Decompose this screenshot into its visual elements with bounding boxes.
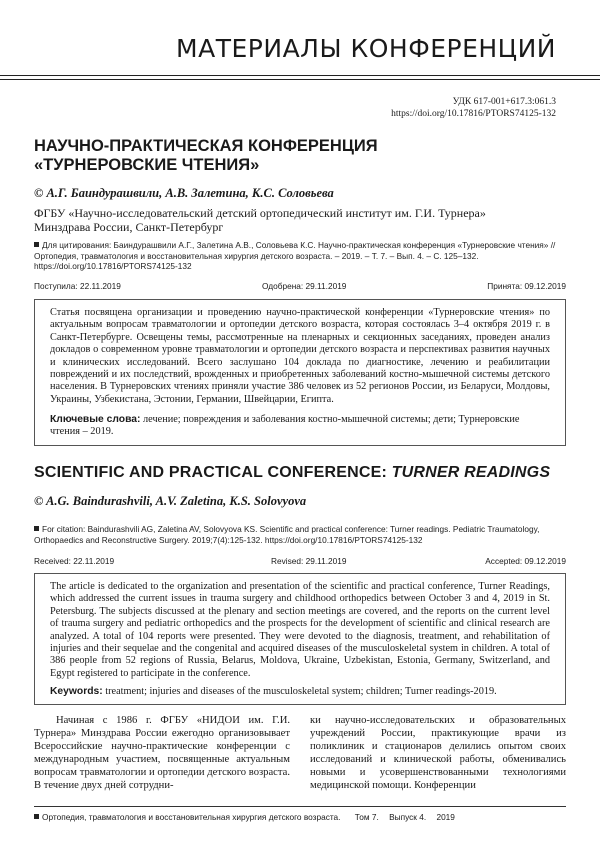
authors-ru: © А.Г. Баиндурашвили, А.В. Залетина, К.С. Соловьева <box>34 186 334 200</box>
title-en-plain: SCIENTIFIC AND PRACTICAL CONFERENCE: <box>34 464 392 481</box>
running-footer <box>34 812 455 822</box>
keywords-ru-text: лечение; повреждения и заболевания костно-мышечной системы; дети; Турнеровские чтения – 2019. <box>50 414 520 438</box>
citation-en-text: For citation: Baindurashvili AG, Zaletina AV, Solovyova KS. Scientific and practical conference: Turner readings. Pediatric Traumatology, Orthopaedics and Reconstructive Surgery. 2019;7(4):125-132. https://doi.org/10.17816/PTORS74125-132 <box>34 524 540 545</box>
keywords-en-label: Keywords: <box>50 686 103 697</box>
body-column-left <box>34 714 290 792</box>
body-column-right <box>310 714 566 792</box>
title-ru-line2: «ТУРНЕРОВСКИЕ ЧТЕНИЯ» <box>34 156 260 174</box>
title-ru-line1: НАУЧНО-ПРАКТИЧЕСКАЯ КОНФЕРЕНЦИЯ <box>34 137 378 155</box>
bullet-square-icon <box>34 526 39 531</box>
affiliation-line2: Минздрава России, Санкт-Петербург <box>34 220 224 234</box>
keywords-en-text: treatment; injuries and diseases of the musculoskeletal system; children; Turner readings-2019. <box>102 686 497 697</box>
accepted-ru: Принята: 09.12.2019 <box>487 281 566 291</box>
section-title: МАТЕРИАЛЫ КОНФЕРЕНЦИЙ <box>176 34 556 63</box>
body-paragraph-right: ки научно-исследовательских и образовательных учреждений России, практикующие врачи из поликлиник и стационаров делились опытом своих исследований и клинической работы, обменивались новыми и усовершенствованными технологиями медицинской помощи. Конференции <box>310 715 566 791</box>
bullet-square-icon <box>34 242 39 247</box>
bullet-square-icon <box>34 814 39 819</box>
article-title-ru <box>34 137 564 175</box>
accepted-en: Accepted: 09.12.2019 <box>485 556 566 566</box>
udc-block <box>391 96 556 120</box>
header-rule <box>0 75 600 76</box>
keywords-ru <box>50 414 550 439</box>
citation-ru <box>34 240 566 272</box>
footer-year: 2019 <box>436 812 455 822</box>
article-title-en <box>34 464 564 482</box>
title-en-italic: TURNER READINGS <box>391 464 551 481</box>
affiliation-ru <box>34 206 554 234</box>
header-rule-thin <box>0 79 600 80</box>
keywords-en <box>50 686 550 698</box>
footer-rule <box>34 806 566 807</box>
citation-en <box>34 524 566 545</box>
revised-ru: Одобрена: 29.11.2019 <box>262 281 347 291</box>
revised-en: Revised: 29.11.2019 <box>271 556 347 566</box>
received-en: Received: 22.11.2019 <box>34 556 115 566</box>
received-ru: Поступила: 22.11.2019 <box>34 281 121 291</box>
authors-en: © A.G. Baindurashvili, A.V. Zaletina, K.S. Solovyova <box>34 494 307 508</box>
affiliation-line1: ФГБУ «Научно-исследовательский детский ортопедический институт им. Г.И. Турнера» <box>34 206 486 220</box>
keywords-ru-label: Ключевые слова: <box>50 414 141 425</box>
footer-issue: Выпуск 4. <box>389 812 427 822</box>
doi-link[interactable]: https://doi.org/10.17816/PTORS74125-132 <box>391 109 556 119</box>
footer-journal: Ортопедия, травматология и восстановительная хирургия детского возраста. <box>42 812 341 822</box>
abstract-en: The article is dedicated to the organization and presentation of the scientific and practical conference, Turner Readings, which addressed the current issues in trauma surgery and childhood orthopedics between October 3 and 4, 2019 in St. Petersburg. The subjects discussed at the plenary and section meetings are covered, and the reports on the current level of trauma surgery and pediatric orthopedics and the prospects for the development of scientific and clinical research are analyzed. A total of 104 reports were presented. They were devoted to the diagnosis, treatment, and rehabilitation of injuries and their sequelae and the congenital and acquired diseases of the musculoskeletal system in children. A total of 386 people from 52 regions of Russia, Belarus, Moldova, Ukraine, Uzbekistan, Estonia, Germany, Switzerland, and Egypt registered to participate in the conference. <box>50 581 550 679</box>
body-paragraph-left: Начиная с 1986 г. ФГБУ «НИДОИ им. Г.И. Турнера» Минздрава России ежегодно организовывает Всероссийские научно-практические конференции с международным участием, посвященные актуальным вопросам травматологии и ортопедии детского возраста. В течение двух дней сотрудни- <box>34 715 290 791</box>
abstract-ru: Статья посвящена организации и проведению научно-практической конференции «Турнеровские чтения» по актуальным вопросам травматологии и ортопедии детского возраста, которая состоялась 3–4 октября 2019 г. в Санкт-Петербурге. Освещены темы, рассмотренные на пленарных и секционных заседаниях, проведен анализ докладов о современном уровне травматологии и ортопедии детского возраста и перспективах развития научных и клинических исследований. Всего заслушано 104 доклада по диагностике, лечению и реабилитации повреждений и их последствий, врожденных и приобретенных заболеваний костно-мышечной системы детского населения. В Турнеровских чтениях приняли участие 386 человек из 52 регионов России, из Беларуси, Молдовы, Украины, Узбекистана, Эстонии, Германии, Швейцарии, Египта. <box>50 307 550 405</box>
citation-ru-text: Для цитирования: Баиндурашвили А.Г., Залетина А.В., Соловьева К.С. Научно-практическая конференция «Турнеровские чтения» // Ортопедия, травматология и восстановительная хирургия детского возраста. – 2019. – Т. 7. – Вып. 4. – С. 125–132. https://doi.org/10.17816/PTORS74125-132 <box>34 240 556 271</box>
udc-code: УДК 617-001+617.3:061.3 <box>452 97 556 107</box>
footer-volume: Том 7. <box>354 812 379 822</box>
